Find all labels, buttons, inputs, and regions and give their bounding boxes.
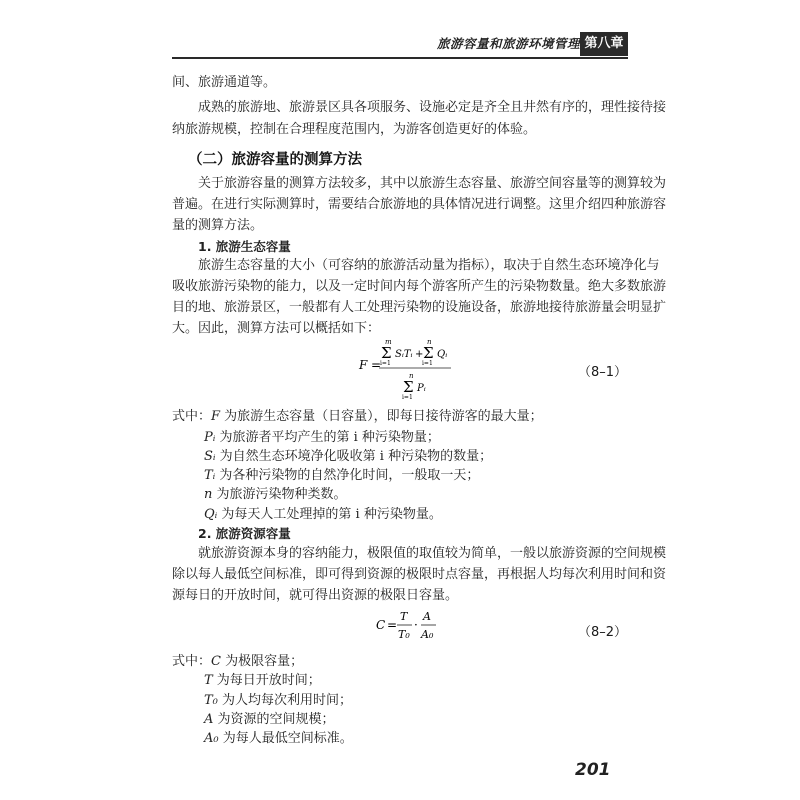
section-heading: （二）旅游容量的测算方法 (188, 152, 362, 168)
svg-text:A: A (423, 610, 431, 623)
svg-text:i=1: i=1 (402, 394, 413, 401)
paragraph-line: 纳旅游规模，控制在合理程度范围内，为游客创造更好的体验。 (172, 122, 537, 137)
formula-8-2 (372, 605, 462, 645)
paragraph-line: 除以每人最低空间标准，即可得到资源的极限时点容量，再根据人均每次利用时间和资 (172, 567, 667, 582)
chapter-badge: 第八章 (580, 32, 628, 56)
paragraph-line: 关于旅游容量的测算方法较多，其中以旅游生态容量、旅游空间容量等的测算较为 (198, 176, 667, 191)
paragraph-line: 成熟的旅游地、旅游景区具各项服务、设施必定是齐全且井然有序的，理性接待接 (198, 100, 667, 115)
definition-line: T₀ 为人均每次利用时间； (204, 693, 353, 708)
running-header-title: 旅游容量和旅游环境管理 (437, 36, 581, 51)
svg-text:m: m (385, 338, 392, 346)
paragraph-line: 旅游生态容量的大小（可容纳的旅游活动量为指标），取决于自然生态环境净化与 (198, 258, 660, 273)
svg-text:Pᵢ: Pᵢ (417, 383, 426, 394)
paragraph-line: 吸收旅游污染物的能力，以及一定时间内每个游客所产生的污染物数量。绝大多数旅游 (172, 279, 667, 294)
subsection-heading: 1. 旅游生态容量 (198, 239, 291, 254)
svg-text:i=1: i=1 (380, 360, 391, 367)
svg-text:A₀: A₀ (421, 628, 434, 641)
definition-line: Sᵢ 为自然生态环境净化吸收第 i 种污染物的数量； (204, 449, 493, 464)
svg-text:T: T (400, 610, 408, 623)
definition-line: Tᵢ 为各种污染物的自然净化时间，一般取一天； (204, 468, 480, 483)
paragraph-line: 大。因此，测算方法可以概括如下： (172, 321, 381, 336)
svg-text:=: = (387, 618, 398, 632)
definition-line: A₀ 为每人最低空间标准。 (204, 731, 353, 746)
formula-lhs: F (359, 358, 368, 372)
header-rule (172, 57, 628, 59)
svg-text:=: = (371, 358, 382, 372)
sum-symbol: Σ (381, 344, 392, 362)
equation-number: （8–1） (578, 365, 628, 380)
svg-text:n: n (427, 338, 432, 346)
definition-line: 式中：C 为极限容量； (172, 654, 304, 669)
subsection-heading: 2. 旅游资源容量 (198, 526, 291, 541)
definition-line: Pᵢ 为旅游者平均产生的第 i 种污染物量； (204, 430, 440, 445)
svg-text:SᵢTᵢ: SᵢTᵢ (395, 349, 413, 360)
formula-lhs: C (376, 618, 386, 632)
definition-line: Qᵢ 为每天人工处理掉的第 i 种污染物量。 (204, 507, 442, 522)
paragraph-line: 源每日的开放时间，就可得出资源的极限日容量。 (172, 588, 459, 603)
svg-text:i=1: i=1 (422, 360, 433, 367)
definition-line: T 为每日开放时间； (204, 673, 321, 688)
definition-line: 式中：F 为旅游生态容量（日容量），即每日接待游客的最大量； (172, 409, 543, 424)
sum-symbol: Σ (403, 378, 414, 396)
page-number: 201 (575, 760, 611, 780)
paragraph-line: 量的测算方法。 (172, 218, 264, 233)
svg-text:·: · (414, 618, 418, 632)
definition-line: n 为旅游污染物种类数。 (204, 487, 347, 502)
definition-line: A 为资源的空间规模； (204, 712, 335, 727)
svg-text:+: + (415, 349, 424, 360)
sum-symbol: Σ (423, 344, 434, 362)
paragraph-line: 目的地、旅游景区，一般都有人工处理污染物的设施设备，旅游地接待旅游量会明显扩 (172, 300, 667, 315)
svg-text:n: n (409, 372, 414, 380)
paragraph-line: 间、旅游通道等。 (172, 75, 277, 90)
equation-number: （8–2） (578, 625, 628, 640)
svg-text:Qᵢ: Qᵢ (437, 349, 448, 360)
paragraph-line: 就旅游资源本身的容纳能力，极限值的取值较为简单，一般以旅游资源的空间规模 (198, 546, 667, 561)
paragraph-line: 普遍。在进行实际测算时，需要结合旅游地的具体情况进行调整。这里介绍四种旅游容 (172, 197, 667, 212)
svg-text:T₀: T₀ (398, 628, 410, 641)
formula-8-1 (355, 336, 465, 406)
